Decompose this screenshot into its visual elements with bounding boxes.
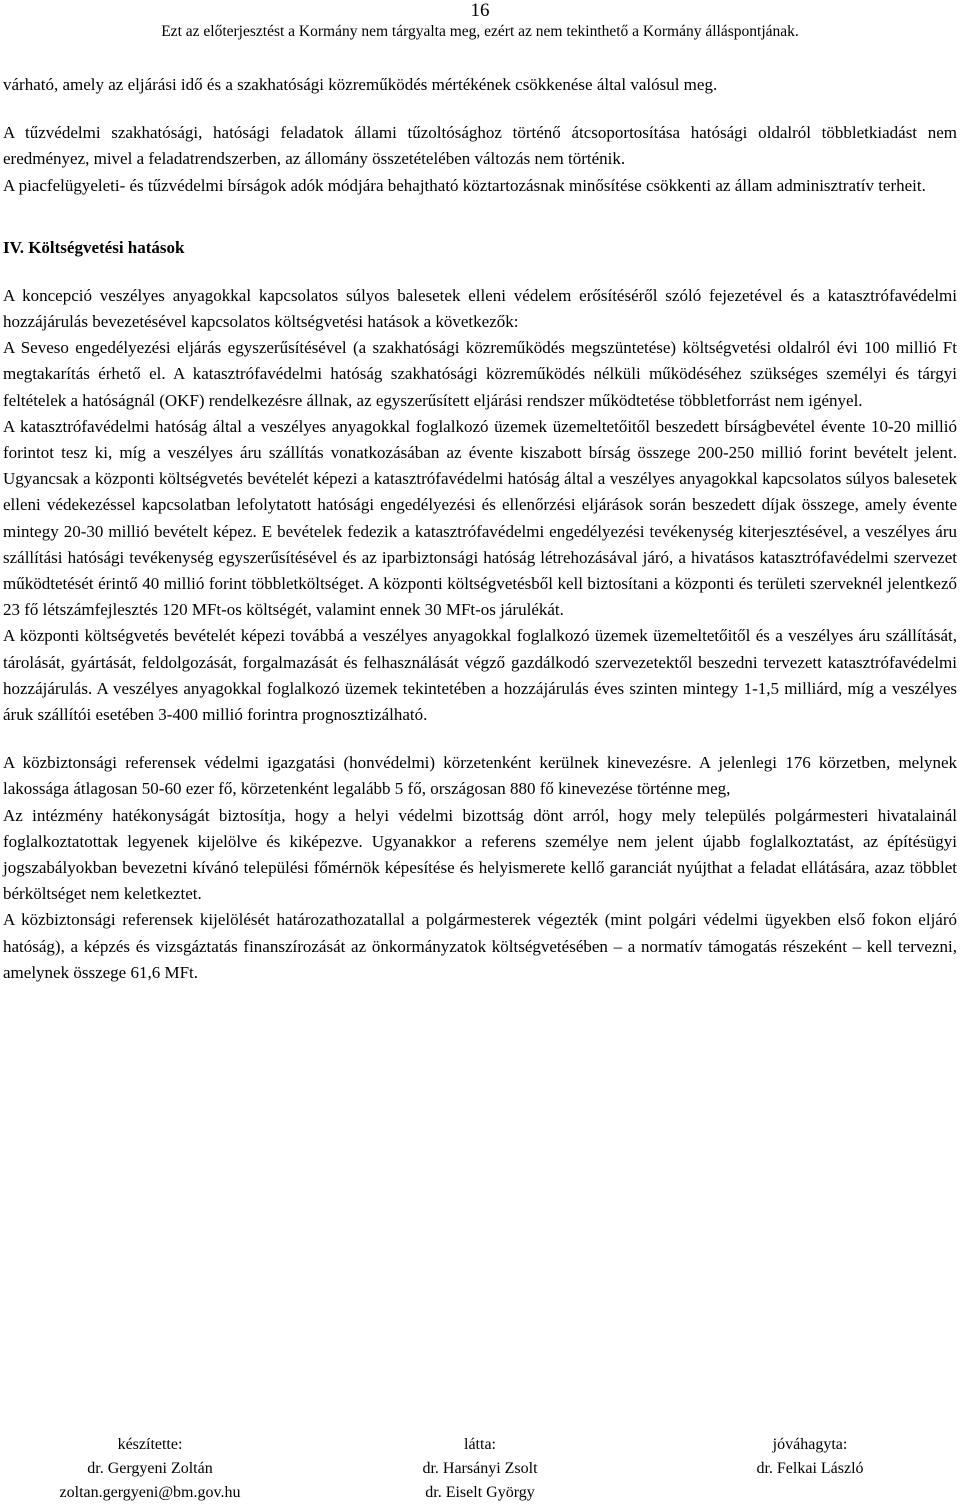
paragraph: A központi költségvetés bevételét képezi továbbá a veszélyes anyagokkal foglalkozó üzemek üzemeltetőitől és a veszélyes áru szállítását, tárolását, gyártását, feldolgozását, forgalmazását és felhasználását végző gazdálkodó szervezetektől beszedni tervezett katasztrófavédelmi hozzájárulás. A veszélyes anyagokkal foglalkozó üzemek tekintetében a hozzájárulás éves szinten mintegy 1-1,5 milliárd, míg a veszélyes áruk szállítói esetében 3-400 millió forintra prognosztizálható. bbox=[3, 626, 957, 725]
paragraph: A koncepció veszélyes anyagokkal kapcsolatos súlyos balesetek elleni védelem erősítéséről szóló fejezetével és a katasztrófavédelmi hozzájárulás bevezetésével kapcsolatos költségvetési hatások a következők: bbox=[3, 285, 957, 332]
header-notice: Ezt az előterjesztést a Kormány nem tárgyalta meg, ezért az nem tekinthető a Kormány álláspontjának. bbox=[161, 23, 799, 40]
document-body bbox=[3, 72, 957, 986]
seen-label: látta: bbox=[464, 1436, 496, 1453]
signature-footer bbox=[0, 1433, 960, 1505]
section-heading: IV. Költségvetési hatások bbox=[3, 237, 185, 257]
prepared-by-block bbox=[0, 1433, 300, 1505]
paragraph: A tűzvédelmi szakhatósági, hatósági feladatok állami tűzoltósághoz történő átcsoportosítása hatósági oldalról többletkiadást nem eredményez, mivel a feladatrendszerben, az állomány összetételében változás nem történik. bbox=[3, 123, 957, 169]
paragraph: A közbiztonsági referensek védelmi igazgatási (honvédelmi) körzetenként kerülnek kinevezésre. A jelenlegi 176 körzetben, melynek lakossága átlagosan 50-60 ezer fő, körzetenként legalább 5 fő, országosan 880 fő kinevezése történne meg, bbox=[3, 753, 957, 799]
paragraph: A Seveso engedélyezési eljárás egyszerűsítésével (a szakhatósági közreműködés megszüntetése) költségvetési oldalról évi 100 millió Ft megtakarítás érhető el. A katasztrófavédelmi hatóság szakhatósági közreműködés nélküli működéséhez szükséges személyi és tárgyi feltételek a hatóságnál (OKF) rendelkezésre állnak, az egyszerűsített eljárási rendszer működtetése többletforrást nem igényel. bbox=[3, 338, 957, 410]
approved-name: dr. Felkai László bbox=[756, 1460, 864, 1477]
approved-label: jóváhagyta: bbox=[772, 1436, 848, 1453]
paragraph: A közbiztonsági referensek kijelölését határozathozatallal a polgármesterek végezték (mint polgári védelmi ügyekben első fokon eljáró hatóság), a képzés és vizsgáztatás finanszírozását az önkormányzatok költségvetésében – a normatív támogatás részeként – kell tervezni, amelynek összege 61,6 MFt. bbox=[3, 910, 957, 982]
prepared-email: zoltan.gergyeni@bm.gov.hu bbox=[59, 1484, 241, 1501]
prepared-name: dr. Gergyeni Zoltán bbox=[87, 1460, 213, 1477]
seen-by-block bbox=[330, 1433, 630, 1505]
paragraph: Az intézmény hatékonyságát biztosítja, hogy a helyi védelmi bizottság dönt arról, hogy mely település polgármesteri hivatalainál foglalkoztatottak legyenek kijelölve és kiképezve. Ugyanakkor a referens személye nem jelent újabb foglalkoztatást, az építésügyi jogszabályokban bevezetni kívánó települési főmérnök képesítése és helyismerete kellő garanciát nyújthat a feladat ellátására, azaz többlet bérköltséget nem keletkeztet. bbox=[3, 805, 957, 904]
page-header bbox=[0, 0, 960, 42]
paragraph: A katasztrófavédelmi hatóság által a veszélyes anyagokkal foglalkozó üzemek üzemeltetőitől beszedett bírságbevétel évente 10-20 millió forintot tesz ki, míg a veszélyes áru szállítás vonatkozásában az évente kiszabott bírság összege 200-250 millió forint bevételt jelent. Ugyancsak a központi költségvetés bevételét képezi a katasztrófavédelmi hatóság által a veszélyes anyagokkal kapcsolatos súlyos balesetek elleni védekezéssel kapcsolatban lefolytatott hatósági engedélyezési és ellenőrzési eljárások során beszedett díjak összege, amely évente mintegy 20-30 millió bevételt képez. E bevételek fedezik a katasztrófavédelmi engedélyezési tevékenység kiterjesztésével, a veszélyes áru szállítási hatósági tevékenység egyszerűsítésével és az iparbiztonsági hatóság létrehozásával járó, a hivatásos katasztrófavédelmi szervezet működtetését érintő 40 millió forint többletköltséget. A központi költségvetésből kell biztosítani a központi és területi szerveknél jelentkező 23 fő létszámfejlesztés 120 MFt-os költségét, valamint ennek 30 MFt-os járulékát. bbox=[3, 416, 957, 620]
page-number: 16 bbox=[470, 0, 490, 21]
approved-by-block bbox=[660, 1433, 960, 1481]
paragraph: várható, amely az eljárási idő és a szakhatósági közreműködés mértékének csökkenése által valósul meg. bbox=[3, 75, 718, 94]
seen-name: dr. Harsányi Zsolt bbox=[422, 1460, 538, 1477]
seen-name: dr. Eiselt György bbox=[425, 1484, 535, 1501]
prepared-label: készítette: bbox=[117, 1436, 183, 1453]
paragraph: A piacfelügyeleti- és tűzvédelmi bírságok adók módjára behajtható köztartozásnak minősítése csökkenti az állam adminisztratív terheit. bbox=[3, 175, 926, 195]
